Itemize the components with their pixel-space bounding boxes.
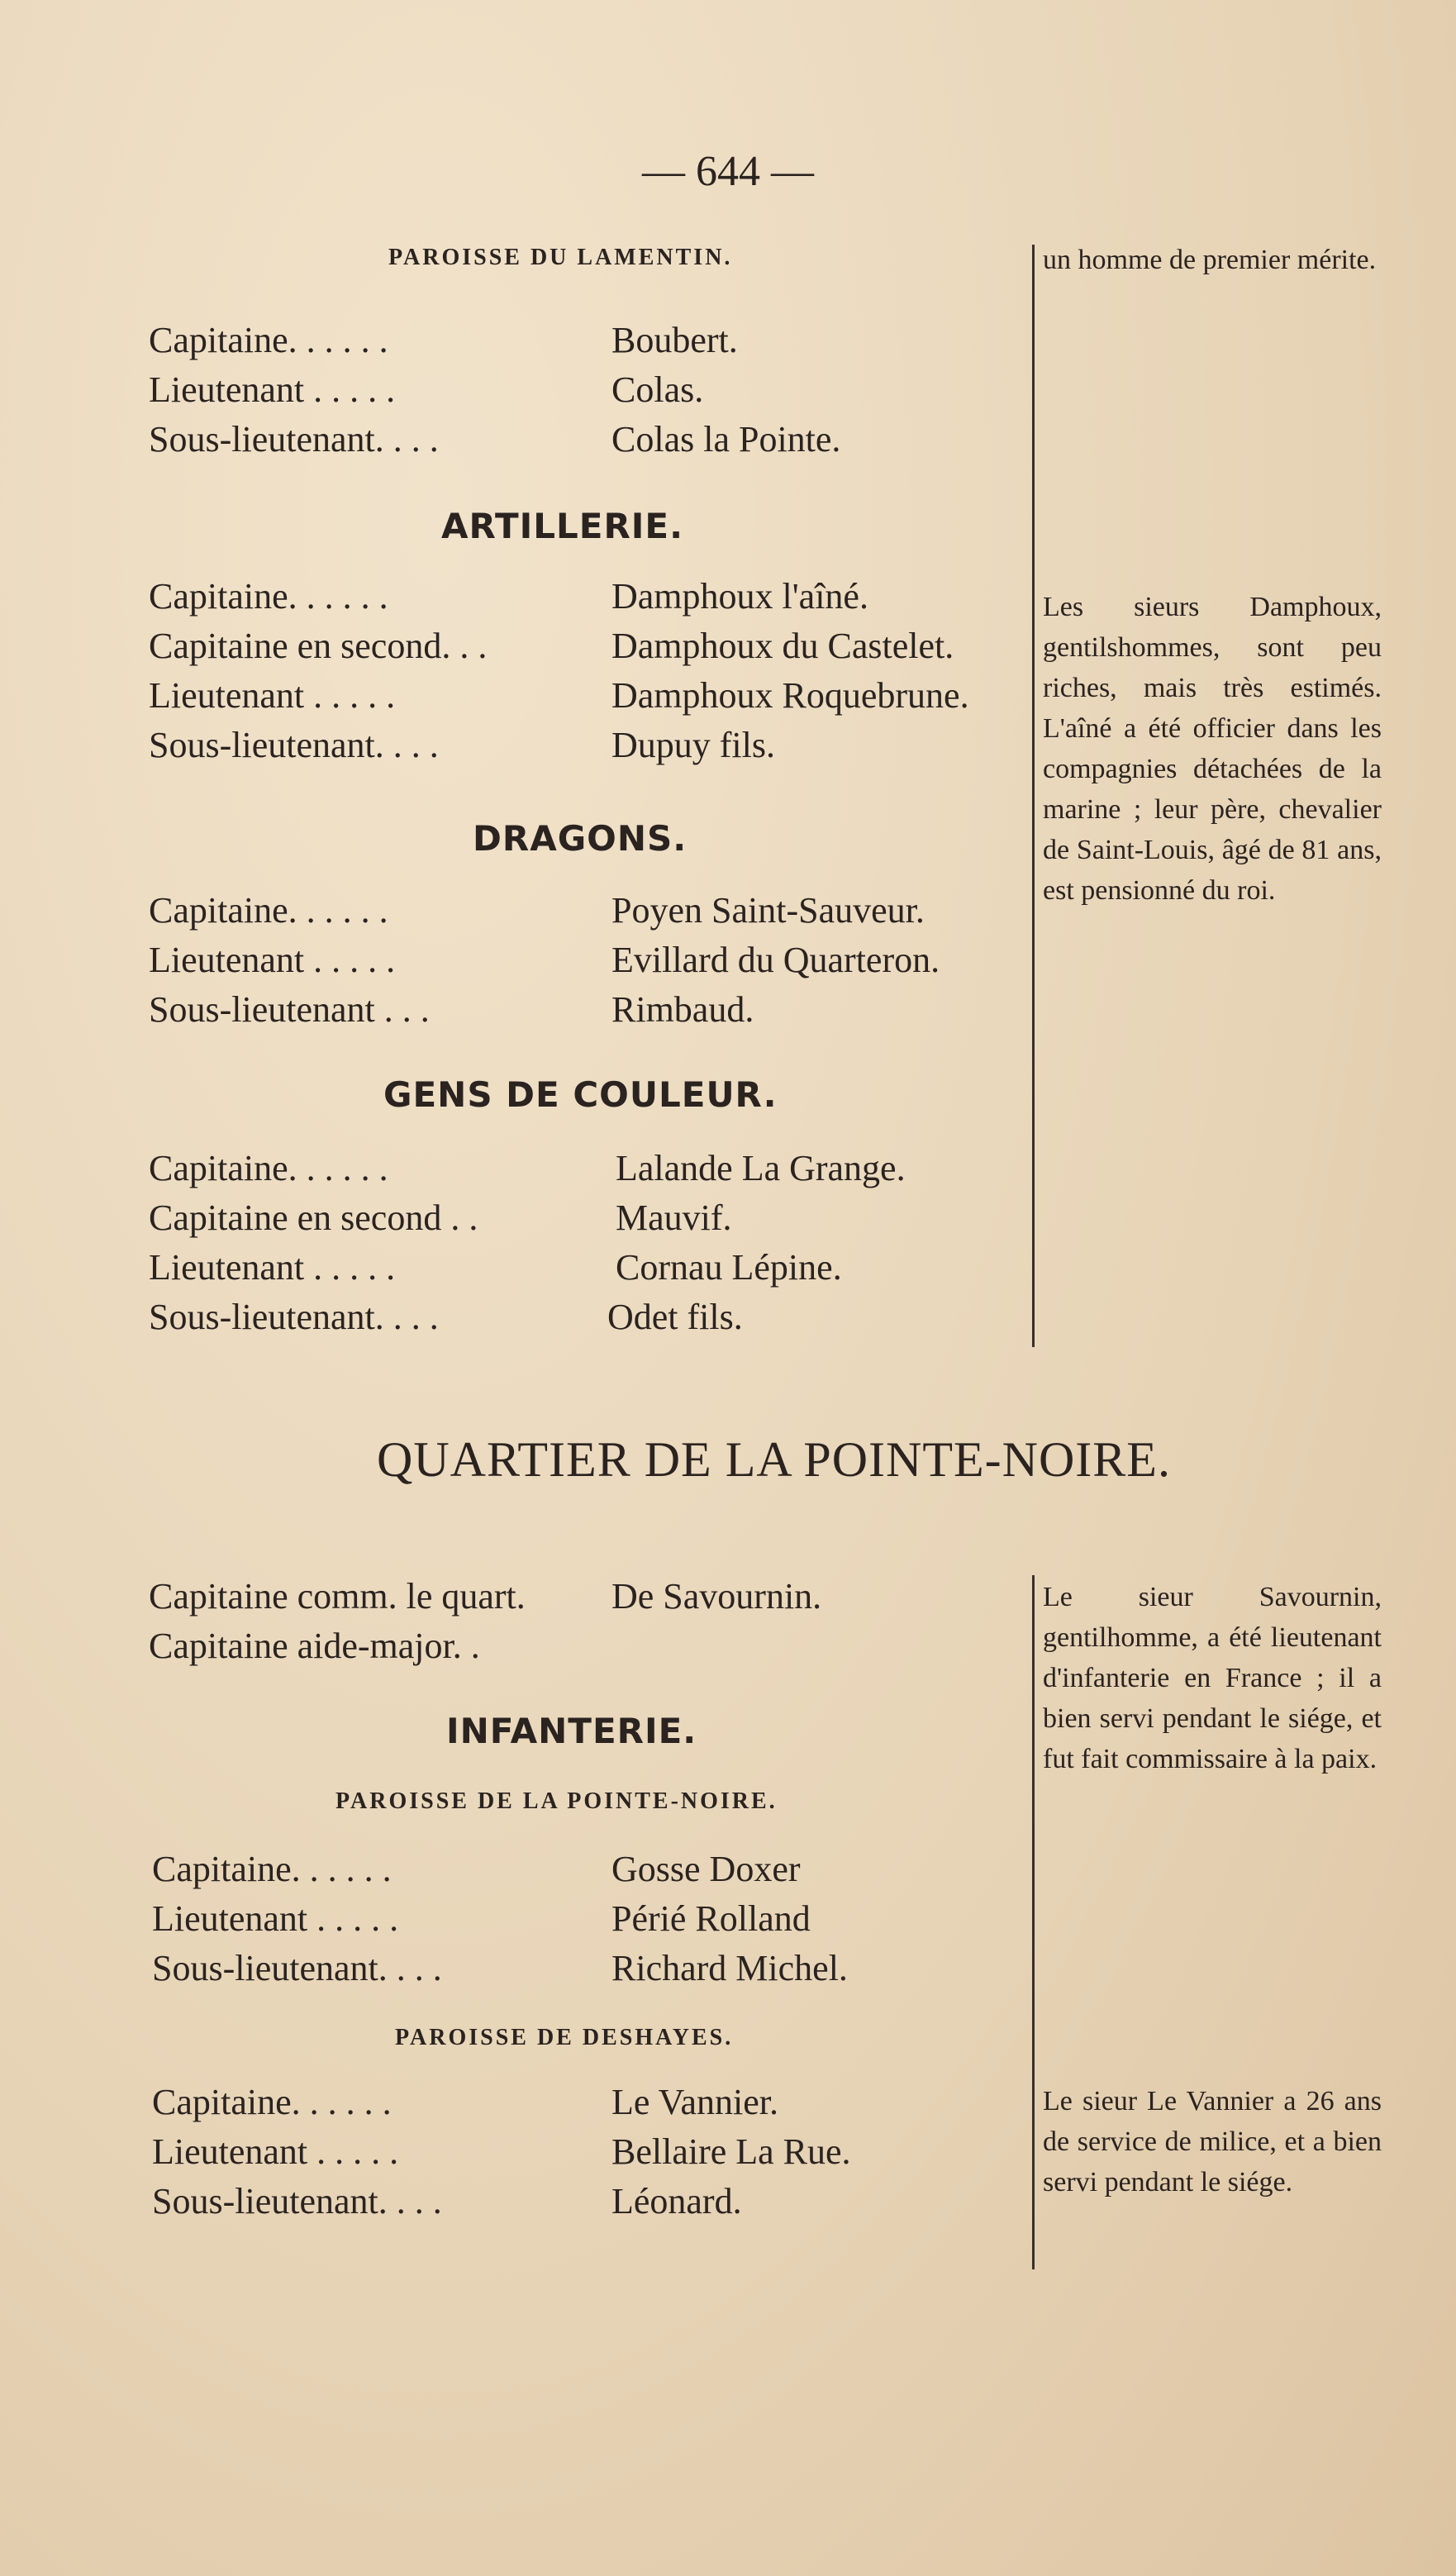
rank: Capitaine. . . . . . bbox=[149, 576, 388, 617]
rank: Lieutenant . . . . . bbox=[149, 675, 396, 716]
officer-name: Damphoux Roquebrune. bbox=[611, 675, 969, 716]
officer-name: Gosse Doxer bbox=[611, 1849, 801, 1889]
rank: Sous-lieutenant. . . . bbox=[149, 725, 439, 765]
rank: Sous-lieutenant . . . bbox=[149, 989, 430, 1030]
roster-row bbox=[149, 988, 1025, 1035]
margin-note-le-vannier: Le sieur Le Vannier a 26 ans de service de milice, et a bien servi pendant le siége. bbox=[1043, 2086, 1382, 2197]
margin-note-savournin: Le sieur Savournin, gentilhomme, a été lieutenant d'infanterie en France ; il a bien servi pendant le siége, et fut fait commissaire à la paix. bbox=[1043, 1582, 1382, 1774]
parish-heading-pointe-noire: PAROISSE DE LA POINTE-NOIRE. bbox=[335, 1788, 778, 1814]
officer-name: Périé Rolland bbox=[611, 1898, 811, 1939]
parish-heading-deshayes: PAROISSE DE DESHAYES. bbox=[395, 2025, 734, 2050]
officer-name: Cornau Lépine. bbox=[616, 1247, 842, 1288]
rank: Lieutenant . . . . . bbox=[149, 940, 396, 980]
quartier-heading: QUARTIER DE LA POINTE-NOIRE. bbox=[377, 1432, 1171, 1487]
officer-name: Colas la Pointe. bbox=[611, 419, 841, 459]
officer-name: Bellaire La Rue. bbox=[611, 2131, 851, 2172]
roster-row bbox=[149, 319, 1025, 365]
rank: Capitaine en second. . . bbox=[149, 626, 488, 666]
officer-name: Boubert. bbox=[611, 320, 738, 360]
roster-row bbox=[149, 674, 1025, 721]
officer-name: Rimbaud. bbox=[611, 989, 754, 1030]
section-heading-infanterie: INFANTERIE. bbox=[446, 1711, 697, 1751]
roster-row bbox=[149, 724, 1025, 770]
roster-row bbox=[152, 1947, 1028, 1993]
officer-name: Lalande La Grange. bbox=[616, 1148, 906, 1188]
rank: Sous-lieutenant. . . . bbox=[149, 419, 439, 459]
officer-name: Evillard du Quarteron. bbox=[611, 940, 940, 980]
roster-row bbox=[149, 889, 1025, 936]
roster-row bbox=[149, 418, 1025, 464]
rank: Capitaine. . . . . . bbox=[149, 890, 388, 931]
officer-name: Poyen Saint-Sauveur. bbox=[611, 890, 925, 931]
rank: Capitaine. . . . . . bbox=[149, 320, 388, 360]
roster-row bbox=[149, 625, 1025, 671]
roster-row bbox=[152, 1848, 1028, 1894]
officer-name: Damphoux l'aîné. bbox=[611, 576, 868, 617]
column-rule-lower bbox=[1032, 1575, 1035, 2269]
rank: Capitaine en second . . bbox=[149, 1198, 478, 1238]
roster-row bbox=[152, 2081, 1028, 2127]
section-heading-artillerie: ARTILLERIE. bbox=[441, 506, 684, 546]
roster-row bbox=[149, 1296, 1025, 1342]
rank: Capitaine comm. le quart. bbox=[149, 1576, 526, 1617]
rank: Capitaine. . . . . . bbox=[149, 1148, 388, 1188]
officer-name: De Savournin. bbox=[611, 1576, 822, 1617]
margin-note-damphoux: Les sieurs Damphoux, gentilshommes, sont peu riches, mais très estimés. L'aîné a été officier dans les compagnies détachées de la marine ; leur père, chevalier de Saint-Louis, âgé de 81 ans, est pensionné du roi. bbox=[1043, 592, 1382, 906]
roster-row bbox=[152, 1897, 1028, 1944]
rank: Lieutenant . . . . . bbox=[152, 2131, 399, 2172]
roster-row bbox=[149, 1197, 1025, 1243]
page-number: — 644 — bbox=[642, 148, 814, 195]
officer-name: Mauvif. bbox=[616, 1198, 732, 1238]
rank: Capitaine. . . . . . bbox=[152, 2082, 392, 2122]
roster-row bbox=[152, 2180, 1028, 2226]
rank: Capitaine aide-major. . bbox=[149, 1626, 480, 1666]
rank: Lieutenant . . . . . bbox=[149, 369, 396, 410]
rank: Lieutenant . . . . . bbox=[152, 1898, 399, 1939]
roster-row bbox=[149, 939, 1025, 985]
rank: Sous-lieutenant. . . . bbox=[152, 2181, 442, 2221]
margin-note-lamentin: un homme de premier mérite. bbox=[1043, 245, 1377, 275]
rank: Capitaine. . . . . . bbox=[152, 1849, 392, 1889]
officer-name: Colas. bbox=[611, 369, 704, 410]
roster-row bbox=[149, 1147, 1025, 1193]
section-heading-dragons: DRAGONS. bbox=[473, 818, 688, 859]
roster-row bbox=[149, 1246, 1025, 1293]
officer-name: Richard Michel. bbox=[611, 1948, 848, 1988]
roster-row bbox=[149, 1575, 1025, 1621]
column-rule-upper bbox=[1032, 245, 1035, 1347]
officer-name: Léonard. bbox=[611, 2181, 742, 2221]
section-heading-gens-de-couleur: GENS DE COULEUR. bbox=[383, 1074, 778, 1115]
rank: Sous-lieutenant. . . . bbox=[149, 1297, 439, 1337]
roster-row bbox=[152, 2131, 1028, 2177]
rank: Sous-lieutenant. . . . bbox=[152, 1948, 442, 1988]
officer-name: Damphoux du Castelet. bbox=[611, 626, 954, 666]
rank: Lieutenant . . . . . bbox=[149, 1247, 396, 1288]
roster-row bbox=[149, 369, 1025, 415]
roster-row bbox=[149, 1625, 1025, 1671]
officer-name: Le Vannier. bbox=[611, 2082, 779, 2122]
officer-name: Dupuy fils. bbox=[611, 725, 775, 765]
parish-heading-lamentin: PAROISSE DU LAMENTIN. bbox=[388, 245, 733, 270]
officer-name: Odet fils. bbox=[607, 1297, 743, 1337]
roster-row bbox=[149, 575, 1025, 621]
